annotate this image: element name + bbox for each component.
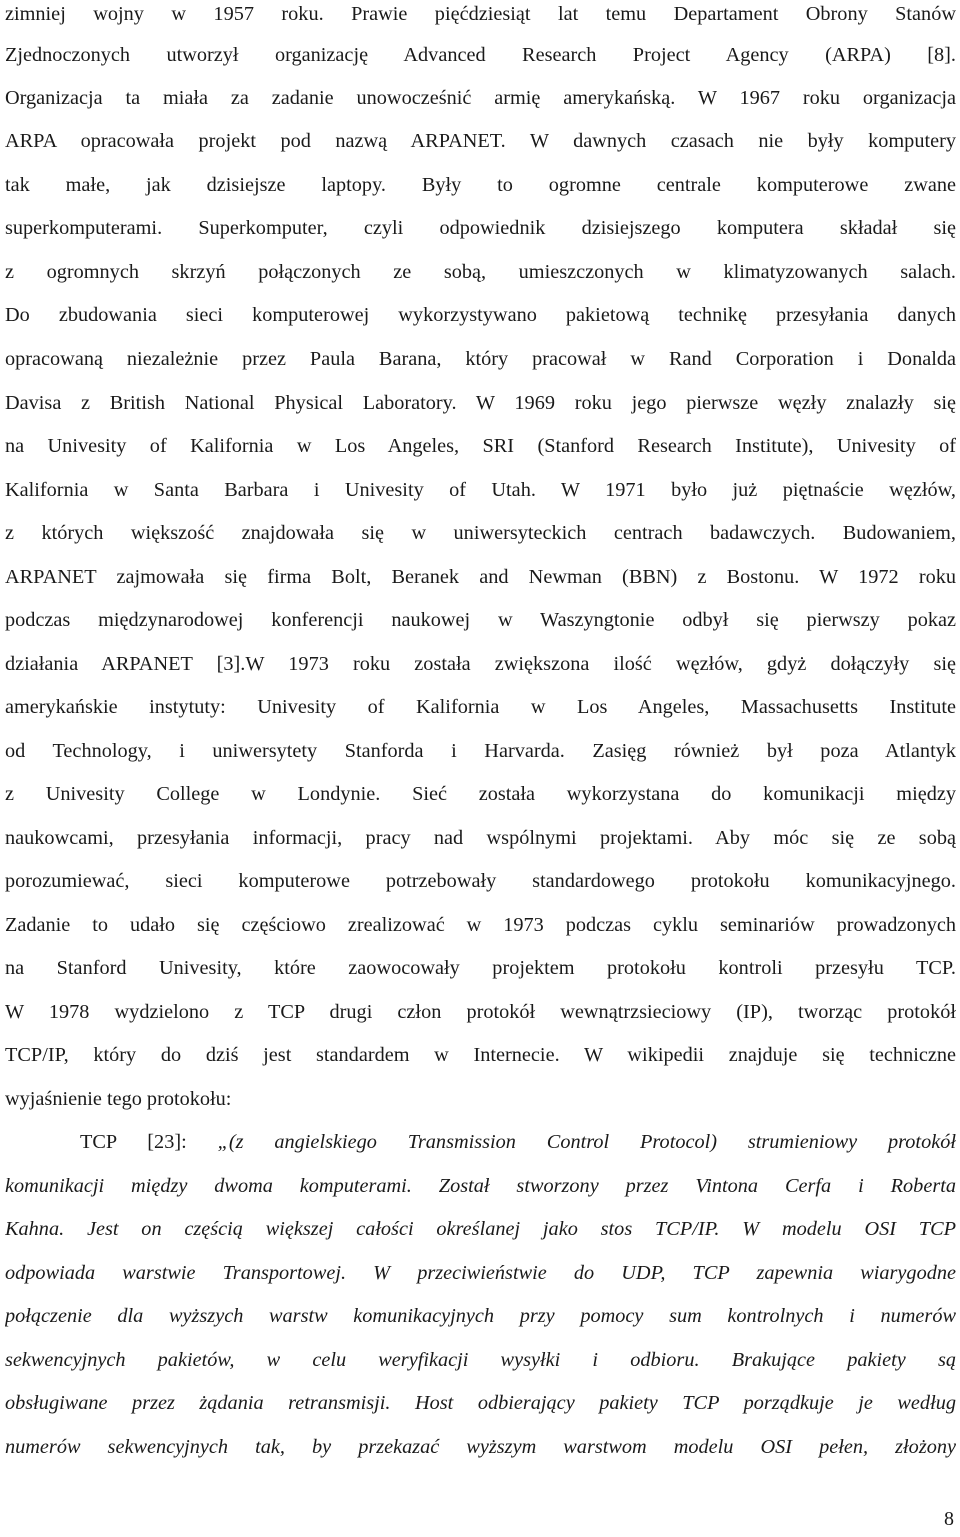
quote-first-line (80, 1128, 956, 1156)
text-line: Zadanie to udało się częściowo zrealizować w 1973 podczas cyklu seminariów prowadzonych (5, 914, 956, 936)
quote-prefix: TCP [23]: (80, 1131, 218, 1153)
text-line: TCP/IP, który do dziś jest standardem w Internecie. W wikipedii znajduje się techniczne (5, 1044, 956, 1066)
text-line: Do zbudowania sieci komputerowej wykorzystywano pakietową technikę przesyłania danych (5, 304, 956, 326)
text-line: Kalifornia w Santa Barbara i Univesity of Utah. W 1971 było już piętnaście węzłów, (5, 479, 956, 501)
text-line: od Technology, i uniwersytety Stanforda i Harvarda. Zasięg również był poza Atlantyk (5, 740, 956, 762)
text-line: porozumiewać, sieci komputerowe potrzebowały standardowego protokołu komunikacyjnego. (5, 870, 956, 892)
text-line: działania ARPANET [3].W 1973 roku została zwiększona ilość węzłów, gdyż dołączyły się (5, 653, 956, 675)
text-line: na Univesity of Kalifornia w Los Angeles, SRI (Stanford Research Institute), Univesity of (5, 435, 956, 457)
quote-opening: „(z angielskiego Transmission Control Protocol) strumieniowy protokół (217, 1131, 956, 1153)
text-line: wyjaśnienie tego protokołu: (5, 1088, 232, 1110)
quote-line: połączenie dla wyższych warstw komunikacyjnych przy pomocy sum kontrolnych i numerów (5, 1305, 956, 1327)
quote-line: odpowiada warstwie Transportowej. W przeciwieństwie do UDP, TCP zapewnia wiarygodne (5, 1262, 956, 1284)
quote-line: sekwencyjnych pakietów, w celu weryfikacji wysyłki i odbioru. Brakujące pakiety są (5, 1349, 956, 1371)
text-line: podczas międzynarodowej konferencji naukowej w Waszyngtonie odbył się pierwszy pokaz (5, 609, 956, 631)
text-line: tak małe, jak dzisiejsze laptopy. Były to ogromne centrale komputerowe zwane (5, 174, 956, 196)
quote-line: komunikacji między dwoma komputerami. Został stworzony przez Vintona Cerfa i Roberta (5, 1175, 956, 1197)
quote-line: Kahna. Jest on częścią większej całości określanej jako stos TCP/IP. W modelu OSI TCP (5, 1218, 956, 1240)
text-line: z ogromnych skrzyń połączonych ze sobą, umieszczonych w klimatyzowanych salach. (5, 261, 956, 283)
text-line: ARPA opracowała projekt pod nazwą ARPANET. W dawnych czasach nie były komputery (5, 130, 956, 152)
page-number: 8 (944, 1508, 954, 1530)
text-line: naukowcami, przesyłania informacji, pracy nad wspólnymi projektami. Aby móc się ze sobą (5, 827, 956, 849)
text-line: z których większość znajdowała się w uniwersyteckich centrach badawczych. Budowaniem, (5, 522, 956, 544)
text-line: ARPANET zajmowała się firma Bolt, Beranek and Newman (BBN) z Bostonu. W 1972 roku (5, 566, 956, 588)
text-line: W 1978 wydzielono z TCP drugi człon protokół wewnątrzsieciowy (IP), tworząc protokół (5, 1001, 956, 1023)
text-line: Davisa z British National Physical Laboratory. W 1969 roku jego pierwsze węzły znalazły się (5, 392, 956, 414)
text-line: superkomputerami. Superkomputer, czyli odpowiednik dzisiejszego komputera składał się (5, 217, 956, 239)
text-line: Organizacja ta miała za zadanie unowocześnić armię amerykańską. W 1967 roku organizacja (5, 87, 956, 109)
text-line: z Univesity College w Londynie. Sieć została wykorzystana do komunikacji między (5, 783, 956, 805)
quote-line: numerów sekwencyjnych tak, by przekazać wyższym warstwom modelu OSI pełen, złożony (5, 1436, 956, 1458)
text-line: amerykańskie instytuty: Univesity of Kalifornia w Los Angeles, Massachusetts Institute (5, 696, 956, 718)
quote-line: obsługiwane przez żądania retransmisji. Host odbierający pakiety TCP porządkuje je według (5, 1392, 956, 1414)
text-line: na Stanford Univesity, które zaowocowały projektem protokołu kontroli przesyłu TCP. (5, 957, 956, 979)
text-line: Zjednoczonych utworzył organizację Advanced Research Project Agency (ARPA) [8]. (5, 44, 956, 66)
text-line: zimniej wojny w 1957 roku. Prawie pięćdziesiąt lat temu Departament Obrony Stanów (5, 3, 956, 25)
text-line: opracowaną niezależnie przez Paula Barana, który pracował w Rand Corporation i Donalda (5, 348, 956, 370)
